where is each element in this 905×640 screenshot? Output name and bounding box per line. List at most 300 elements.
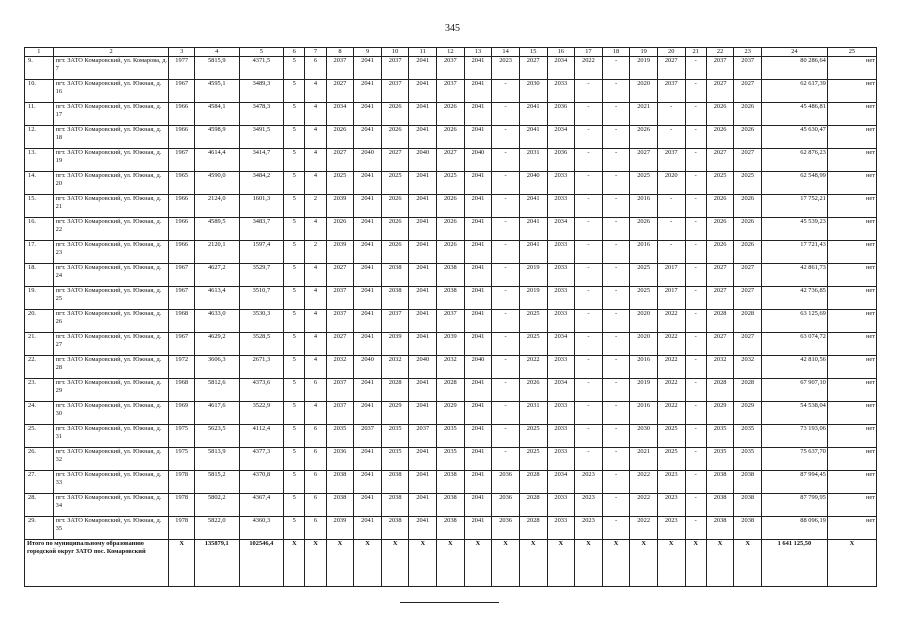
table-cell: 4373,6 xyxy=(239,379,284,402)
address-cell: пгт. ЗАТО Комаровский, ул. Южная, д. 23 xyxy=(53,241,169,264)
table-cell: нет xyxy=(827,402,876,425)
table-cell: 2041 xyxy=(354,241,382,264)
table-cell: 75 637,70 xyxy=(762,448,828,471)
table-cell: - xyxy=(602,310,630,333)
table-cell: - xyxy=(492,402,520,425)
table-cell: 2028 xyxy=(381,379,409,402)
table-cell: 1597,4 xyxy=(239,241,284,264)
table-cell: 2033 xyxy=(547,264,575,287)
table-cell: 2037 xyxy=(657,80,685,103)
table-cell: - xyxy=(575,425,603,448)
table-row xyxy=(25,402,877,425)
table-cell: 2027 xyxy=(734,333,762,356)
table-cell: 2026 xyxy=(437,241,465,264)
table-cell: - xyxy=(602,218,630,241)
address-cell: пгт. ЗАТО Комаровский, ул. Южная, д. 24 xyxy=(53,264,169,287)
table-cell: нет xyxy=(827,126,876,149)
table-cell: 2027 xyxy=(706,287,734,310)
table-cell: 6 xyxy=(305,425,326,448)
table-cell: 2041 xyxy=(354,494,382,517)
table-cell: 2037 xyxy=(326,402,354,425)
table-row xyxy=(25,471,877,494)
table-cell: 2038 xyxy=(381,287,409,310)
table-cell: 2041 xyxy=(464,57,492,80)
table-cell: 1969 xyxy=(169,402,194,425)
table-cell: 2041 xyxy=(354,218,382,241)
table-cell: 5 xyxy=(284,241,305,264)
table-cell: нет xyxy=(827,310,876,333)
table-cell: - xyxy=(575,379,603,402)
table-row xyxy=(25,287,877,310)
table-cell: 2026 xyxy=(706,241,734,264)
table-cell: 3522,9 xyxy=(239,402,284,425)
table-cell: - xyxy=(492,310,520,333)
row-number: 16. xyxy=(25,218,54,241)
table-cell: 2038 xyxy=(381,494,409,517)
table-cell: 2022 xyxy=(575,57,603,80)
table-cell: 2027 xyxy=(326,80,354,103)
table-cell: 2016 xyxy=(630,195,658,218)
total-cell: X xyxy=(437,540,465,587)
table-cell: - xyxy=(492,103,520,126)
total-cell: X xyxy=(169,540,194,587)
table-cell: 2020 xyxy=(630,310,658,333)
table-cell: 2026 xyxy=(734,126,762,149)
table-cell: нет xyxy=(827,264,876,287)
table-cell: - xyxy=(575,241,603,264)
table-cell: 1966 xyxy=(169,218,194,241)
table-cell: нет xyxy=(827,241,876,264)
row-number: 17. xyxy=(25,241,54,264)
address-cell: пгт. ЗАТО Комаровский, ул. Южная, д. 19 xyxy=(53,149,169,172)
table-cell: 1966 xyxy=(169,195,194,218)
table-cell: 62 617,39 xyxy=(762,80,828,103)
table-cell: 2025 xyxy=(437,172,465,195)
table-cell: 2026 xyxy=(326,126,354,149)
table-cell: - xyxy=(492,333,520,356)
table-cell: 2028 xyxy=(734,379,762,402)
table-cell: - xyxy=(657,195,685,218)
table-cell: 2023 xyxy=(657,471,685,494)
table-cell: 2040 xyxy=(354,356,382,379)
table-cell: - xyxy=(685,379,706,402)
table-cell: 2037 xyxy=(381,57,409,80)
table-cell: 2035 xyxy=(706,425,734,448)
address-cell: пгт. ЗАТО Комаровский, ул. Южная, д. 30 xyxy=(53,402,169,425)
total-cell: X xyxy=(381,540,409,587)
column-number-cell: 4 xyxy=(194,48,239,57)
table-cell: 2 xyxy=(305,195,326,218)
table-cell: 2041 xyxy=(409,103,437,126)
table-cell: 2041 xyxy=(354,195,382,218)
table-cell: 4617,6 xyxy=(194,402,239,425)
table-cell: 2041 xyxy=(354,379,382,402)
table-cell: 2026 xyxy=(381,103,409,126)
table-cell: 2027 xyxy=(706,149,734,172)
table-cell: - xyxy=(492,264,520,287)
table-cell: 1977 xyxy=(169,57,194,80)
table-cell: 2020 xyxy=(630,80,658,103)
address-cell: пгт. ЗАТО Комаровский, ул. Южная, д. 33 xyxy=(53,471,169,494)
table-cell: 2032 xyxy=(706,356,734,379)
table-cell: 2026 xyxy=(706,126,734,149)
table-row xyxy=(25,379,877,402)
table-cell: 2027 xyxy=(657,57,685,80)
address-cell: пгт. ЗАТО Комаровский, ул. Южная, д. 31 xyxy=(53,425,169,448)
table-cell: нет xyxy=(827,425,876,448)
row-number: 21. xyxy=(25,333,54,356)
table-cell: 2037 xyxy=(326,379,354,402)
table-cell: 2038 xyxy=(437,494,465,517)
table-cell: 2038 xyxy=(437,287,465,310)
table-cell: 4589,5 xyxy=(194,218,239,241)
table-cell: 2019 xyxy=(519,287,547,310)
table-cell: 2041 xyxy=(464,471,492,494)
table-cell: 4 xyxy=(305,172,326,195)
table-cell: 5822,0 xyxy=(194,517,239,540)
table-cell: нет xyxy=(827,103,876,126)
table-cell: 5 xyxy=(284,448,305,471)
table-cell: 5 xyxy=(284,287,305,310)
table-cell: 2026 xyxy=(437,103,465,126)
table-cell: 1601,3 xyxy=(239,195,284,218)
table-cell: - xyxy=(657,103,685,126)
table-cell: - xyxy=(492,195,520,218)
table-cell: 2020 xyxy=(630,333,658,356)
address-cell: пгт. ЗАТО Комаровский, ул. Южная, д. 35 xyxy=(53,517,169,540)
table-cell: 2038 xyxy=(734,494,762,517)
table-cell: 2021 xyxy=(630,448,658,471)
table-row xyxy=(25,57,877,80)
table-cell: - xyxy=(685,494,706,517)
table-cell: - xyxy=(685,80,706,103)
table-cell: 2041 xyxy=(354,172,382,195)
address-cell: пгт. ЗАТО Комаровский, ул. Комарова, д. 7 xyxy=(53,57,169,80)
table-cell: 73 193,06 xyxy=(762,425,828,448)
column-number-cell: 9 xyxy=(354,48,382,57)
table-cell: - xyxy=(575,402,603,425)
table-cell: 2041 xyxy=(354,57,382,80)
table-cell: 5 xyxy=(284,195,305,218)
column-number-cell: 18 xyxy=(602,48,630,57)
table-cell: - xyxy=(657,241,685,264)
table-cell: нет xyxy=(827,356,876,379)
total-cell: 135879,1 xyxy=(194,540,239,587)
table-cell: 2 xyxy=(305,241,326,264)
table-cell: - xyxy=(685,103,706,126)
table-cell: 2033 xyxy=(547,195,575,218)
table-cell: нет xyxy=(827,57,876,80)
table-cell: 2040 xyxy=(464,356,492,379)
table-cell: 2025 xyxy=(630,172,658,195)
table-cell: 2041 xyxy=(354,126,382,149)
table-cell: нет xyxy=(827,218,876,241)
table-cell: 2041 xyxy=(354,402,382,425)
row-number: 15. xyxy=(25,195,54,218)
table-cell: 6 xyxy=(305,494,326,517)
table-cell: 2023 xyxy=(492,57,520,80)
table-cell: 2035 xyxy=(326,425,354,448)
table-cell: нет xyxy=(827,287,876,310)
table-cell: 4 xyxy=(305,402,326,425)
table-row xyxy=(25,172,877,195)
total-cell: X xyxy=(827,540,876,587)
total-cell: 102546,4 xyxy=(239,540,284,587)
table-cell: 63 074,72 xyxy=(762,333,828,356)
table-cell: 2021 xyxy=(630,103,658,126)
table-cell: 2041 xyxy=(464,126,492,149)
address-cell: пгт. ЗАТО Комаровский, ул. Южная, д. 29 xyxy=(53,379,169,402)
row-number: 20. xyxy=(25,310,54,333)
table-cell: 2041 xyxy=(409,241,437,264)
table-cell: 2034 xyxy=(547,57,575,80)
table-cell: - xyxy=(685,149,706,172)
row-number: 29. xyxy=(25,517,54,540)
table-cell: 2038 xyxy=(437,517,465,540)
table-cell: 5 xyxy=(284,379,305,402)
table-cell: 87 799,95 xyxy=(762,494,828,517)
table-cell: 2037 xyxy=(437,57,465,80)
table-cell: - xyxy=(685,57,706,80)
table-cell: 2040 xyxy=(464,149,492,172)
table-cell: 4 xyxy=(305,126,326,149)
table-cell: - xyxy=(492,356,520,379)
table-cell: 2040 xyxy=(409,356,437,379)
total-cell: X xyxy=(547,540,575,587)
table-cell: 1967 xyxy=(169,149,194,172)
table-cell: 2026 xyxy=(706,195,734,218)
table-cell: 62 876,23 xyxy=(762,149,828,172)
table-cell: 4 xyxy=(305,103,326,126)
table-cell: 2017 xyxy=(657,264,685,287)
table-cell: 6 xyxy=(305,57,326,80)
table-cell: - xyxy=(657,218,685,241)
table-cell: 2037 xyxy=(381,80,409,103)
address-cell: пгт. ЗАТО Комаровский, ул. Южная, д. 21 xyxy=(53,195,169,218)
table-cell: 2032 xyxy=(326,356,354,379)
table-cell: 2034 xyxy=(547,218,575,241)
table-cell: 2022 xyxy=(630,517,658,540)
table-cell: 2038 xyxy=(734,471,762,494)
table-cell: 2038 xyxy=(706,471,734,494)
table-cell: 2041 xyxy=(409,172,437,195)
table-cell: - xyxy=(575,310,603,333)
table-cell: 2025 xyxy=(657,425,685,448)
table-cell: - xyxy=(602,402,630,425)
table-cell: 2027 xyxy=(734,264,762,287)
table-cell: - xyxy=(602,57,630,80)
table-cell: 2041 xyxy=(354,310,382,333)
table-cell: 1972 xyxy=(169,356,194,379)
table-cell: 4598,9 xyxy=(194,126,239,149)
row-number: 9. xyxy=(25,57,54,80)
table-cell: 45 486,81 xyxy=(762,103,828,126)
table-cell: 2034 xyxy=(547,471,575,494)
table-cell: 2035 xyxy=(734,425,762,448)
table-cell: 2027 xyxy=(734,149,762,172)
table-cell: 2041 xyxy=(519,103,547,126)
table-cell: 2037 xyxy=(437,310,465,333)
table-cell: 2025 xyxy=(519,425,547,448)
total-cell: X xyxy=(630,540,658,587)
table-cell: 6 xyxy=(305,379,326,402)
table-cell: - xyxy=(575,126,603,149)
total-cell: X xyxy=(685,540,706,587)
table-cell: 2025 xyxy=(657,448,685,471)
total-cell: X xyxy=(575,540,603,587)
total-cell: X xyxy=(602,540,630,587)
table-cell: - xyxy=(685,448,706,471)
table-cell: 2027 xyxy=(706,264,734,287)
table-cell: 2022 xyxy=(657,402,685,425)
table-cell: 4590,0 xyxy=(194,172,239,195)
page-number: 345 xyxy=(445,23,460,34)
table-cell: 2033 xyxy=(547,80,575,103)
table-cell: 2026 xyxy=(734,103,762,126)
table-cell: 5 xyxy=(284,333,305,356)
table-cell: 4 xyxy=(305,218,326,241)
table-cell: 2037 xyxy=(734,57,762,80)
table-cell: 2025 xyxy=(381,172,409,195)
table-cell: 2026 xyxy=(437,195,465,218)
row-number: 18. xyxy=(25,264,54,287)
table-cell: 2041 xyxy=(464,241,492,264)
table-cell: 2041 xyxy=(409,333,437,356)
column-number-cell: 24 xyxy=(762,48,828,57)
table-cell: 1965 xyxy=(169,172,194,195)
column-number-cell: 3 xyxy=(169,48,194,57)
table-cell: 4112,4 xyxy=(239,425,284,448)
table-cell: - xyxy=(602,172,630,195)
table-cell: 2038 xyxy=(706,517,734,540)
table-cell: 2033 xyxy=(547,310,575,333)
total-cell: 1 641 125,50 xyxy=(762,540,828,587)
table-cell: 1978 xyxy=(169,517,194,540)
table-cell: 2041 xyxy=(409,264,437,287)
table-cell: 4 xyxy=(305,80,326,103)
table-cell: 2041 xyxy=(409,310,437,333)
table-cell: 2033 xyxy=(547,172,575,195)
table-cell: 2041 xyxy=(464,517,492,540)
table-cell: 2027 xyxy=(706,80,734,103)
table-cell: 67 907,10 xyxy=(762,379,828,402)
table-cell: 2035 xyxy=(706,448,734,471)
table-cell: 2026 xyxy=(437,218,465,241)
table-cell: 2041 xyxy=(354,471,382,494)
table-cell: 2038 xyxy=(381,264,409,287)
table-cell: 2041 xyxy=(464,264,492,287)
column-number-cell: 5 xyxy=(239,48,284,57)
row-number: 22. xyxy=(25,356,54,379)
table-cell: 2041 xyxy=(409,379,437,402)
table-cell: 4614,4 xyxy=(194,149,239,172)
table-cell: 3483,7 xyxy=(239,218,284,241)
table-cell: 1975 xyxy=(169,448,194,471)
table-cell: - xyxy=(685,287,706,310)
total-cell: X xyxy=(492,540,520,587)
row-number: 23. xyxy=(25,379,54,402)
table-cell: 2029 xyxy=(734,402,762,425)
table-cell: нет xyxy=(827,379,876,402)
table-cell: - xyxy=(602,425,630,448)
table-cell: 2041 xyxy=(464,103,492,126)
table-cell: 4633,0 xyxy=(194,310,239,333)
table-cell: 2037 xyxy=(409,425,437,448)
table-cell: 6 xyxy=(305,448,326,471)
table-cell: 4360,3 xyxy=(239,517,284,540)
table-cell: 2027 xyxy=(630,149,658,172)
table-cell: - xyxy=(575,287,603,310)
table-cell: 2034 xyxy=(547,126,575,149)
column-number-cell: 13 xyxy=(464,48,492,57)
table-cell: 1967 xyxy=(169,80,194,103)
table-cell: 2041 xyxy=(464,448,492,471)
table-cell: 5623,5 xyxy=(194,425,239,448)
table-cell: 2041 xyxy=(464,310,492,333)
table-cell: 5 xyxy=(284,471,305,494)
table-cell: 2041 xyxy=(519,218,547,241)
address-cell: пгт. ЗАТО Комаровский, ул. Южная, д. 34 xyxy=(53,494,169,517)
table-cell: 2022 xyxy=(657,310,685,333)
table-cell: 2033 xyxy=(547,402,575,425)
table-cell: 2041 xyxy=(354,517,382,540)
table-cell: - xyxy=(492,80,520,103)
table-cell: 2031 xyxy=(519,402,547,425)
table-cell: 2027 xyxy=(326,149,354,172)
row-number: 27. xyxy=(25,471,54,494)
table-cell: - xyxy=(685,126,706,149)
table-cell: 2026 xyxy=(437,126,465,149)
total-row xyxy=(25,540,877,587)
table-cell: - xyxy=(492,241,520,264)
table-cell: 2035 xyxy=(734,448,762,471)
footnote-divider xyxy=(400,602,499,603)
table-cell: 4 xyxy=(305,333,326,356)
row-number: 14. xyxy=(25,172,54,195)
table-cell: - xyxy=(492,149,520,172)
table-cell: - xyxy=(685,333,706,356)
table-cell: 2016 xyxy=(630,402,658,425)
row-number: 25. xyxy=(25,425,54,448)
table-row xyxy=(25,494,877,517)
table-cell: 1968 xyxy=(169,379,194,402)
column-number-cell: 19 xyxy=(630,48,658,57)
table-cell: 2041 xyxy=(464,402,492,425)
table-cell: 2038 xyxy=(326,471,354,494)
table-cell: - xyxy=(602,379,630,402)
table-cell: 2038 xyxy=(437,264,465,287)
table-cell: - xyxy=(685,310,706,333)
row-number: 19. xyxy=(25,287,54,310)
table-cell: - xyxy=(492,126,520,149)
table-cell: 87 994,45 xyxy=(762,471,828,494)
address-cell: пгт. ЗАТО Комаровский, ул. Южная, д. 20 xyxy=(53,172,169,195)
table-cell: 2041 xyxy=(464,333,492,356)
total-cell: X xyxy=(706,540,734,587)
column-number-cell: 20 xyxy=(657,48,685,57)
address-cell: пгт. ЗАТО Комаровский, ул. Южная, д. 28 xyxy=(53,356,169,379)
row-number: 24. xyxy=(25,402,54,425)
table-cell: 2031 xyxy=(519,149,547,172)
total-cell: X xyxy=(464,540,492,587)
table-cell: - xyxy=(657,126,685,149)
table-cell: 2025 xyxy=(326,172,354,195)
table-cell: 88 096,19 xyxy=(762,517,828,540)
table-cell: - xyxy=(685,195,706,218)
table-cell: 4595,1 xyxy=(194,80,239,103)
table-cell: - xyxy=(602,149,630,172)
table-cell: - xyxy=(575,195,603,218)
